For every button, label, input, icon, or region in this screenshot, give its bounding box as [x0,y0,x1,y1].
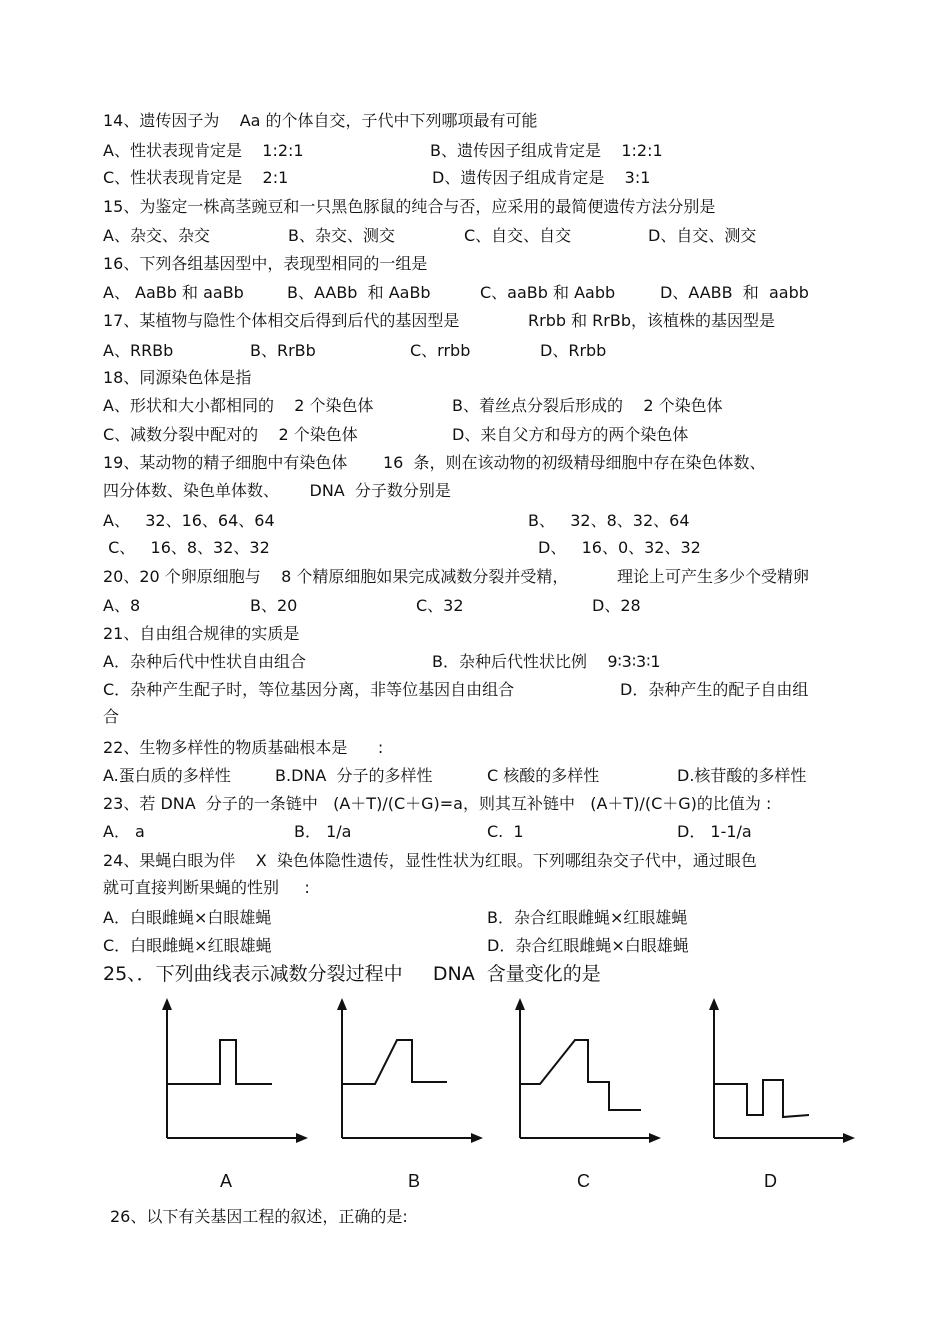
q22-stem: 22、生物多样性的物质基础根本是 : [103,738,384,757]
q18-option-d: D、来自父方和母方的两个染色体 [452,425,689,444]
q22-option-c: C 核酸的多样性 [487,766,600,785]
q22-option-b: B.DNA 分子的多样性 [275,766,433,785]
graph-b [325,995,485,1150]
q15-option-a: A、杂交、杂交 [103,226,210,245]
q20-stem-cont: 理论上可产生多少个受精卵 [617,567,810,586]
graph-d-label: D [764,1171,777,1191]
q17-stem-cont: Rrbb 和 RrBb，该植株的基因型是 [528,311,776,330]
q21-option-d: D．杂种产生的配子自由组 [620,680,809,699]
q22-option-a: A.蛋白质的多样性 [103,766,231,785]
q24-option-b: B．杂合红眼雌蝇×红眼雄蝇 [487,908,688,927]
q14-option-d: D、遗传因子组成肯定是 3:1 [432,168,651,187]
q25-stem: 25、．下列曲线表示减数分裂过程中 DNA 含量变化的是 [103,963,601,985]
q16-option-a: A、 AaBb 和 aaBb [103,283,244,302]
graph-a-curve [167,1040,272,1084]
q20-option-a: A、8 [103,596,141,615]
q15-stem: 15、为鉴定一株高茎豌豆和一只黑色豚鼠的纯合与否，应采用的最简便遗传方法分别是 [103,197,716,216]
graph-a-x-arrow [296,1133,308,1143]
graph-d [697,995,857,1150]
q20-option-c: C、32 [416,596,464,615]
q21-option-b: B．杂种后代性状比例 9∶3∶3∶1 [432,652,661,671]
q18-option-a: A、形状和大小都相同的 2 个染色体 [103,396,374,415]
q19-stem-cont: 四分体数、染色单体数、 DNA 分子数分别是 [103,481,451,500]
q17-option-c: C、rrbb [410,341,471,360]
q23-option-a: A． a [103,822,145,841]
graph-b-curve [342,1040,447,1084]
q17-option-b: B、RrBb [250,341,316,360]
q20-stem: 20、20 个卵原细胞与 8 个精原细胞如果完成减数分裂并受精， [103,567,569,586]
q19-option-c: C、 16、8、32、32 [103,538,270,557]
q14-option-b: B、遗传因子组成肯定是 1:2:1 [430,141,663,160]
graph-c-curve [520,1040,641,1110]
q21-option-c: C．杂种产生配子时，等位基因分离，非等位基因自由组合 [103,680,515,699]
q21-option-d-cont: 合 [103,707,120,726]
q23-option-b: B． 1/a [294,822,352,841]
q23-option-d: D． 1-1/a [677,822,752,841]
q16-option-d: D、AABB 和 aabb [660,283,809,302]
q14-stem: 14、遗传因子为 Aa 的个体自交，子代中下列哪项最有可能 [103,111,538,130]
graph-c [503,995,663,1150]
q15-option-d: D、自交、测交 [648,226,757,245]
q16-option-c: C、aaBb 和 Aabb [480,283,616,302]
q20-option-d: D、28 [592,596,641,615]
q24-option-c: C．白眼雌蝇×红眼雄蝇 [103,936,272,955]
q23-option-c: C. 1 [487,822,524,841]
q17-option-d: D、Rrbb [540,341,607,360]
q18-option-c: C、减数分裂中配对的 2 个染色体 [103,425,358,444]
q15-option-c: C、自交、自交 [464,226,572,245]
q19-option-a: A、 32、16、64、64 [103,511,275,530]
graph-c-x-arrow [649,1133,661,1143]
graph-c-label: C [577,1171,590,1191]
q24-option-d: D．杂合红眼雌蝇×白眼雄蝇 [487,936,689,955]
q24-stem-cont: 就可直接判断果蝇的性别 : [103,878,310,897]
q15-option-b: B、杂交、测交 [288,226,395,245]
graph-d-x-arrow [843,1133,855,1143]
graph-a-y-arrow [162,998,172,1010]
q16-stem: 16、下列各组基因型中，表现型相同的一组是 [103,254,428,273]
graph-d-curve [714,1080,809,1117]
q19-option-b: B、 32、8、32、64 [528,511,690,530]
q18-option-b: B、着丝点分裂后形成的 2 个染色体 [452,396,723,415]
graph-b-y-arrow [337,998,347,1010]
q24-option-a: A．白眼雌蝇×白眼雄蝇 [103,908,272,927]
q23-stem: 23、若 DNA 分子的一条链中 (A＋T)/(C＋G)=a，则其互补链中 (A＋T)/(C＋G)的比值为 : [103,794,772,813]
q19-stem: 19、某动物的精子细胞中有染色体 16 条，则在该动物的初级精母细胞中存在染色体数、 [103,453,766,472]
q24-stem: 24、果蝇白眼为伴 X 染色体隐性遗传，显性性状为红眼。下列哪组杂交子代中，通过眼色 [103,851,757,870]
q17-stem: 17、某植物与隐性个体相交后得到后代的基因型是 [103,311,460,330]
q14-option-a: A、性状表现肯定是 1:2:1 [103,141,304,160]
graph-a-label: A [220,1171,233,1191]
q26-stem: 26、以下有关基因工程的叙述，正确的是: [110,1207,408,1226]
q21-option-a: A．杂种后代中性状自由组合 [103,652,306,671]
graph-c-y-arrow [515,998,525,1010]
q17-option-a: A、RRBb [103,341,174,360]
graph-a [150,995,310,1150]
q14-option-c: C、性状表现肯定是 2:1 [103,168,289,187]
q16-option-b: B、AABb 和 AaBb [287,283,431,302]
q18-stem: 18、同源染色体是指 [103,368,252,387]
q22-option-d: D.核苷酸的多样性 [677,766,807,785]
q20-option-b: B、20 [250,596,298,615]
q19-option-d: D、 16、0、32、32 [538,538,701,557]
graph-d-y-arrow [709,998,719,1010]
graph-b-x-arrow [471,1133,483,1143]
graph-b-label: B [408,1171,421,1191]
q21-stem: 21、自由组合规律的实质是 [103,624,300,643]
